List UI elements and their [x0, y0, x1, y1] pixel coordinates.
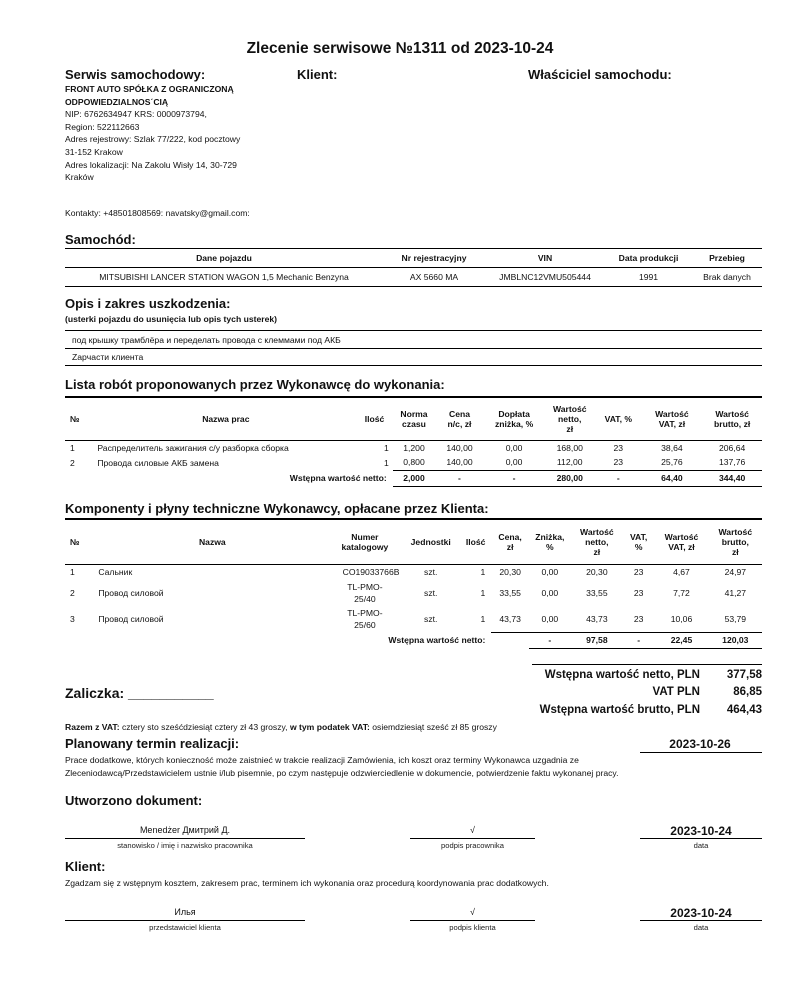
service-details [65, 83, 305, 184]
damage-heading: Opis i zakres uszkodzenia: [65, 296, 231, 311]
car-header-vin: VIN [537, 253, 553, 263]
service-heading: Serwis samochodowy: [65, 67, 206, 82]
summary-vat-label: VAT PLN [652, 686, 700, 698]
car-header-data: Dane pojazdu [196, 253, 252, 263]
table-row: 1 Распределитель зажигания с/у разборка сборка 1 1,200 140,00 0,00 168,00 23 38,64 206,64 [70, 442, 746, 453]
works-h-no: № [70, 413, 80, 424]
car-header-mileage: Przebieg [709, 253, 745, 263]
client-agreement-text: Zgadzam się z wstępnym kosztem, zakresem prac, terminem ich wykonania oraz procedurą koordynowania prac dodatkowych. [65, 878, 549, 888]
works-h-vat: VAT, % [604, 413, 632, 424]
works-h-disc: Dopłata zniżka, % [495, 408, 534, 429]
summary-net-value: 377,58 [726, 669, 762, 681]
owner-heading: Właściciel samochodu: [528, 67, 672, 82]
parts-table [65, 520, 762, 649]
parts-h-qty: Ilość [465, 536, 486, 547]
service-name-line2: ODPOWIEDZIALNOSˊCIĄ [65, 96, 169, 107]
damage-line1: под крышку трамблёра и переделать провода с клеммами под АКБ [72, 335, 341, 345]
parts-total-row: Wstępna wartość netto: - 97,58 - 22,45 120,03 [65, 632, 762, 648]
created-employee: Menedżer Дмитрий Д. [139, 825, 231, 835]
client-name: Илья [174, 907, 196, 917]
works-h-net: Wartość netto, zł [552, 403, 587, 434]
extra-works-text: Prace dodatkowe, których konieczność może zaistnieć w trakcie realizacji Zamówienia, ich koszt oraz terminy Wykonawca uzgadnia ze Zleceniodawcą/Przedstawicielem ustnie i/lub pisemnie, po czym następuje odzwierciedlenie w dokumencie, potwierdzenie faktu wykonanej pracy. [65, 755, 619, 778]
created-signature: √ [470, 825, 475, 835]
client-heading: Klient: [297, 67, 338, 82]
car-header-reg: Nr rejestracyjny [401, 253, 467, 263]
parts-h-vat: VAT, % [629, 531, 648, 552]
planned-date: 2023-10-26 [669, 737, 731, 751]
parts-h-unit: Jednostki [410, 536, 451, 547]
car-data: MITSUBISHI LANCER STATION WAGON 1,5 Mechanic Benzyna [99, 272, 349, 282]
works-h-price: Cena n/c, zł [447, 408, 472, 429]
service-address-loc1: Adres lokalizacji: Na Zakolu Wisły 14, 30-729 [65, 159, 237, 170]
client-caption-name: przedstawiciel klienta [149, 923, 221, 932]
service-name-line1: FRONT AUTO SPÓŁKA Z OGRANICZONĄ [65, 84, 234, 94]
client-signature: √ [470, 907, 475, 917]
table-row: 3 Провод силовой TL-PMO- 25/60 szt. 1 43,73 0,00 43,73 23 10,06 53,79 [70, 608, 747, 630]
summary-gross-value: 464,43 [726, 704, 762, 716]
service-contacts: Kontakty: +48501808569: navatsky@gmail.com: [65, 208, 250, 218]
client-sign-heading: Klient: [65, 859, 106, 874]
parts-h-vatv: Wartość VAT, zł [664, 531, 699, 552]
table-row: 2 Провод силовой TL-PMO- 25/40 szt. 1 33,55 0,00 33,55 23 7,72 41,27 [70, 582, 747, 604]
car-reg: AX 5660 MA [409, 272, 459, 282]
service-region: Region: 522112663 [65, 121, 140, 132]
service-nip: NIP: 6762634947 KRS: 0000973794, [65, 109, 207, 120]
advance-field: Zaliczka: ___________ [65, 685, 214, 701]
works-h-qty: Ilość [364, 413, 385, 424]
summary-gross-label: Wstępna wartość brutto, PLN [539, 704, 700, 716]
works-h-norm: Norma czasu [400, 408, 428, 429]
works-h-vatv: Wartość VAT, zł [655, 408, 689, 429]
client-caption-sign: podpis klienta [449, 923, 496, 932]
car-header-prod: Data produkcji [618, 253, 679, 263]
parts-h-gross: Wartość brutto, zł [718, 526, 753, 557]
client-caption-date: data [693, 923, 709, 932]
client-date: 2023-10-24 [670, 906, 732, 920]
works-table [65, 398, 762, 487]
parts-h-cat: Numer katalogowy [341, 531, 389, 552]
service-address-reg1: Adres rejestrowy: Szlak 77/222, kod pocztowy [65, 134, 241, 145]
car-prod-date: 1991 [638, 272, 659, 282]
car-mileage: Brak danych [703, 272, 751, 282]
damage-line2: Zapчасти клиента [72, 352, 144, 362]
created-caption-date: data [693, 841, 709, 850]
razem-text: Razem z VAT: cztery sto sześćdziesiąt cztery zł 43 groszy, w tym podatek VAT: osiemdziesiąt sześć zł 85 groszy [65, 722, 497, 732]
parts-h-price: Cena, zł [498, 531, 522, 552]
summary-net-label: Wstępna wartość netto, PLN [544, 669, 700, 681]
service-address-loc2: Kraków [65, 172, 94, 183]
table-row: 2 Провода силовые АКБ замена 1 0,800 140,00 0,00 112,00 23 25,76 137,76 [70, 457, 746, 468]
car-vin: JMBLNC12VMU505444 [499, 272, 591, 282]
created-caption-sign: podpis pracownika [441, 841, 504, 850]
planned-heading: Planowany termin realizacji: [65, 736, 240, 751]
service-address-reg2: 31-152 Krakow [65, 146, 123, 157]
parts-h-net: Wartość netto, zł [580, 526, 614, 557]
parts-h-disc: Zniżka, % [535, 531, 565, 552]
works-h-name: Nazwa prac [202, 413, 250, 424]
created-caption-employee: stanowisko / imię i nazwisko pracownika [117, 841, 253, 850]
works-total-row: Wstępna wartość netto: 2,000 - - 280,00 - 64,40 344,40 [65, 470, 762, 486]
car-table [65, 248, 762, 287]
table-row: 1 Сальник CO19033766B szt. 1 20,30 0,00 20,30 23 4,67 24,97 [70, 567, 747, 578]
car-heading: Samochód: [65, 232, 136, 247]
created-date: 2023-10-24 [670, 824, 732, 838]
parts-h-name: Nazwa [198, 536, 226, 547]
document-title: Zlecenie serwisowe №1311 od 2023-10-24 [246, 40, 554, 57]
damage-subheading: (usterki pojazdu do usunięcia lub opis tych usterek) [65, 314, 278, 324]
works-h-gross: Wartość brutto, zł [713, 408, 751, 429]
parts-h-no: № [70, 536, 80, 547]
works-heading: Lista robót proponowanych przez Wykonawcę do wykonania: [65, 377, 445, 392]
summary-vat-value: 86,85 [733, 686, 762, 698]
created-heading: Utworzono dokument: [65, 793, 203, 808]
parts-heading: Komponenty i płyny techniczne Wykonawcy, opłacane przez Klienta: [65, 501, 489, 516]
